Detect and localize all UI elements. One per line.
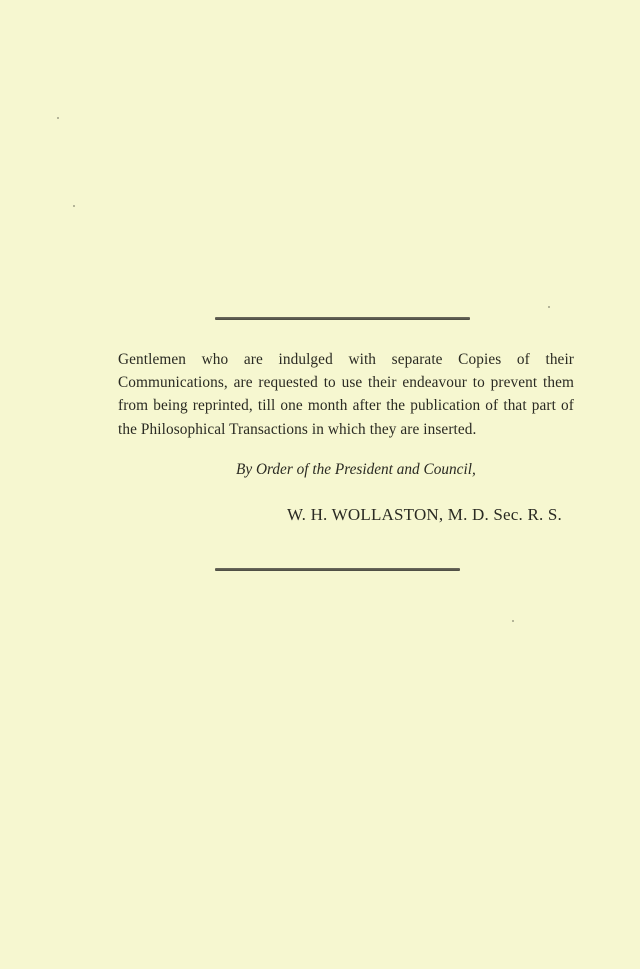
paper-speck [512,620,514,622]
order-text: Order of the President and Council, [255,461,476,478]
bottom-divider-rule [215,568,460,571]
top-divider-rule [215,317,470,320]
notice-paragraph [118,348,574,441]
notice-text: Gentlemen who are indulged with separate Copies of their Communications, are requested to use their endeavour to prevent them from being reprinted, till one month after the publication of that part of the Philosophical Transactions in which they are inserted. [118,351,574,438]
paper-speck [548,306,550,308]
paper-speck [73,205,75,207]
signature: W. H. WOLLASTON, M. D. Sec. R. S. [287,505,562,524]
order-line [236,461,476,479]
order-by: By [236,461,253,478]
paper-speck [57,117,59,119]
